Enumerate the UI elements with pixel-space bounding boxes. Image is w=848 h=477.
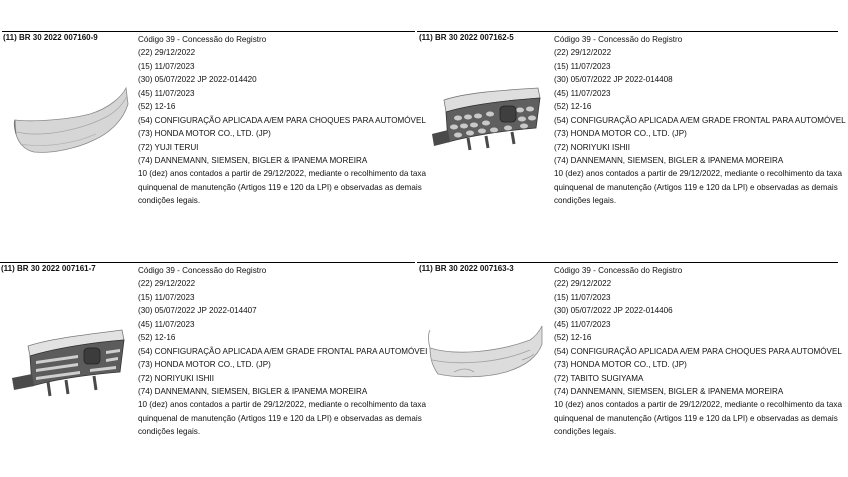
detail-line: 10 (dez) anos contados a partir de 29/12/2022, mediante o recolhimento da taxa bbox=[554, 400, 842, 410]
detail-line: (52) 12-16 bbox=[554, 333, 592, 343]
detail-line: Código 39 - Concessão do Registro bbox=[554, 266, 683, 275]
detail-line: quinquenal de manutenção (Artigos 119 e 120 da LPI) e observadas as demais bbox=[138, 413, 422, 423]
detail-line: (73) HONDA MOTOR CO., LTD. (JP) bbox=[138, 129, 271, 139]
detail-line: (54) CONFIGURAÇÃO APLICADA A/EM GRADE FRONTAL PARA AUTOMÓVEI bbox=[138, 346, 428, 356]
registration-number: (11) BR 30 2022 007160-9 bbox=[3, 33, 98, 42]
detail-line: (45) 11/07/2023 bbox=[554, 88, 611, 98]
entry-divider bbox=[0, 262, 415, 263]
detail-line: 10 (dez) anos contados a partir de 29/12/2022, mediante o recolhimento da taxa bbox=[554, 169, 842, 179]
entry-details bbox=[554, 33, 846, 208]
registration-number: (11) BR 30 2022 007161-7 bbox=[1, 264, 96, 273]
rear-bumper-drawing bbox=[12, 86, 130, 164]
detail-line: (72) YUJI TERUI bbox=[138, 142, 199, 152]
detail-line: (30) 05/07/2022 JP 2022-014406 bbox=[554, 306, 673, 316]
detail-line: (15) 11/07/2023 bbox=[138, 61, 195, 71]
detail-line: Código 39 - Concessão do Registro bbox=[138, 35, 267, 44]
detail-line: (15) 11/07/2023 bbox=[554, 292, 611, 302]
detail-line: (30) 05/07/2022 JP 2022-014407 bbox=[138, 306, 257, 316]
detail-line: (54) CONFIGURAÇÃO APLICADA A/EM GRADE FRONTAL PARA AUTOMÓVEL bbox=[554, 115, 846, 125]
detail-line: condições legais. bbox=[138, 427, 201, 437]
detail-line: (72) NORIYUKI ISHII bbox=[138, 373, 215, 383]
detail-line: (54) CONFIGURAÇÃO APLICADA A/EM PARA CHOQUES PARA AUTOMÓVEL bbox=[554, 346, 842, 356]
entry-details bbox=[138, 264, 427, 439]
entry-divider bbox=[417, 262, 838, 263]
detail-line: (52) 12-16 bbox=[138, 333, 176, 343]
detail-line: (30) 05/07/2022 JP 2022-014408 bbox=[554, 75, 673, 85]
detail-line: (73) HONDA MOTOR CO., LTD. (JP) bbox=[554, 129, 687, 139]
front-grille-drawing bbox=[10, 326, 128, 398]
detail-line: (22) 29/12/2022 bbox=[138, 48, 196, 58]
detail-line: (22) 29/12/2022 bbox=[554, 48, 612, 58]
detail-line: condições legais. bbox=[554, 196, 617, 206]
entry-divider bbox=[2, 31, 415, 32]
detail-line: (22) 29/12/2022 bbox=[138, 279, 196, 289]
entry-divider bbox=[417, 31, 838, 32]
detail-line: (45) 11/07/2023 bbox=[138, 319, 195, 329]
registration-number: (11) BR 30 2022 007163-3 bbox=[419, 264, 514, 273]
detail-line: quinquenal de manutenção (Artigos 119 e 120 da LPI) e observadas as demais bbox=[554, 182, 838, 192]
detail-line: quinquenal de manutenção (Artigos 119 e 120 da LPI) e observadas as demais bbox=[138, 182, 422, 192]
detail-line: (73) HONDA MOTOR CO., LTD. (JP) bbox=[554, 360, 687, 370]
detail-line: condições legais. bbox=[554, 427, 617, 437]
detail-line: (72) NORIYUKI ISHII bbox=[554, 142, 631, 152]
registration-number: (11) BR 30 2022 007162-5 bbox=[419, 33, 514, 42]
front-grille-drawing bbox=[428, 86, 544, 156]
detail-line: (54) CONFIGURAÇÃO APLICADA A/EM PARA CHOQUES PARA AUTOMÓVEL bbox=[138, 115, 426, 125]
detail-line: (73) HONDA MOTOR CO., LTD. (JP) bbox=[138, 360, 271, 370]
detail-line: (15) 11/07/2023 bbox=[138, 292, 195, 302]
detail-line: condições legais. bbox=[138, 196, 201, 206]
detail-line: Código 39 - Concessão do Registro bbox=[138, 266, 267, 275]
detail-line: (45) 11/07/2023 bbox=[138, 88, 195, 98]
front-bumper-drawing bbox=[426, 322, 544, 384]
detail-line: (74) DANNEMANN, SIEMSEN, BIGLER & IPANEMA MOREIRA bbox=[138, 155, 368, 165]
detail-line: (74) DANNEMANN, SIEMSEN, BIGLER & IPANEMA MOREIRA bbox=[554, 155, 784, 165]
detail-line: (72) TABITO SUGIYAMA bbox=[554, 373, 644, 383]
detail-line: (15) 11/07/2023 bbox=[554, 61, 611, 71]
detail-line: (74) DANNEMANN, SIEMSEN, BIGLER & IPANEMA MOREIRA bbox=[554, 386, 784, 396]
detail-line: quinquenal de manutenção (Artigos 119 e 120 da LPI) e observadas as demais bbox=[554, 413, 838, 423]
entry-details bbox=[554, 264, 842, 439]
detail-line: (74) DANNEMANN, SIEMSEN, BIGLER & IPANEMA MOREIRA bbox=[138, 386, 368, 396]
detail-line: (52) 12-16 bbox=[554, 102, 592, 112]
detail-line: (45) 11/07/2023 bbox=[554, 319, 611, 329]
entry-details bbox=[138, 33, 426, 208]
detail-line: 10 (dez) anos contados a partir de 29/12/2022, mediante o recolhimento da taxa bbox=[138, 169, 426, 179]
detail-line: (52) 12-16 bbox=[138, 102, 176, 112]
detail-line: Código 39 - Concessão do Registro bbox=[554, 35, 683, 44]
detail-line: (22) 29/12/2022 bbox=[554, 279, 612, 289]
detail-line: (30) 05/07/2022 JP 2022-014420 bbox=[138, 75, 257, 85]
detail-line: 10 (dez) anos contados a partir de 29/12/2022, mediante o recolhimento da taxa bbox=[138, 400, 426, 410]
